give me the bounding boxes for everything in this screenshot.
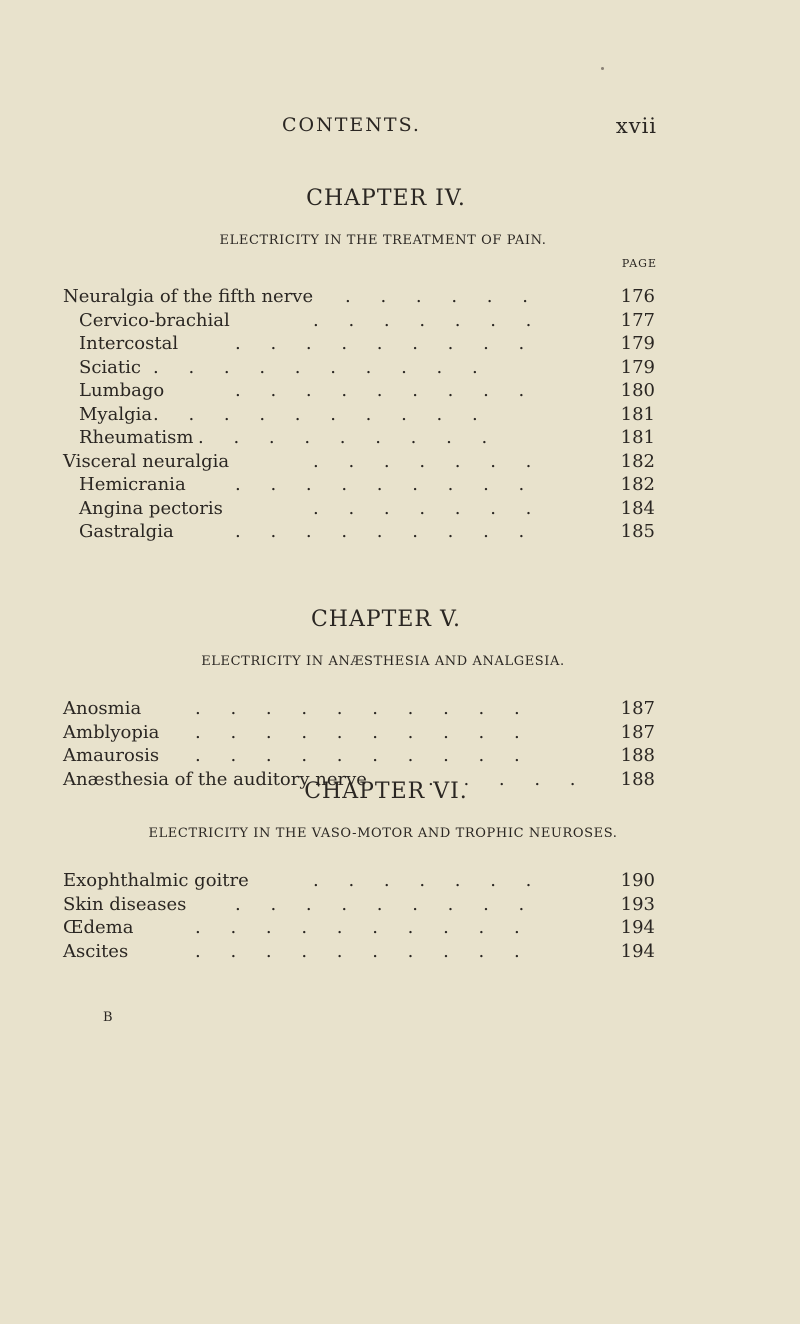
toc-entry-label: Myalgia bbox=[79, 403, 153, 425]
toc-entry[interactable] bbox=[0, 285, 800, 309]
toc-entry-page: 184 bbox=[620, 497, 655, 519]
toc-entry-label: Neuralgia of the fifth nerve bbox=[63, 286, 314, 307]
page-header bbox=[0, 114, 800, 144]
running-title: CONTENTS. bbox=[282, 114, 421, 136]
toc-entry-label: Œdema bbox=[63, 917, 134, 938]
chapter-vi bbox=[0, 779, 800, 841]
toc-entry-label: Lumbago bbox=[79, 380, 165, 401]
leader-dots: . . . . . . . . . bbox=[235, 380, 537, 401]
chapter-iv bbox=[0, 186, 800, 270]
toc-entry-page: 182 bbox=[620, 474, 655, 495]
chapter-title: CHAPTER V. bbox=[310, 607, 462, 632]
leader-dots: . . . . . . . bbox=[313, 870, 544, 891]
leader-dots: . . . . . . . . . . bbox=[153, 403, 490, 425]
leader-dots: . . . . . . . . . . bbox=[195, 698, 532, 719]
toc-entry-page: 187 bbox=[620, 698, 655, 719]
toc-entry-label: Intercostal bbox=[79, 333, 179, 354]
paper-speck bbox=[601, 67, 604, 70]
leader-dots: . . . . . . . . . . bbox=[195, 917, 532, 938]
toc-entry[interactable] bbox=[0, 497, 800, 521]
toc-entry-page: 185 bbox=[620, 521, 655, 542]
toc-entry-label: Anosmia bbox=[63, 698, 142, 719]
toc-entry-label: Cervico-brachial bbox=[79, 309, 230, 331]
toc-entry[interactable] bbox=[0, 520, 800, 544]
toc-entry-page: 182 bbox=[620, 450, 655, 472]
toc-entry-page: 177 bbox=[620, 309, 655, 331]
toc-entry[interactable] bbox=[0, 697, 800, 721]
leader-dots: . . . . . . . bbox=[313, 450, 544, 472]
toc-entry[interactable] bbox=[0, 332, 800, 356]
toc-entry-page: 188 bbox=[620, 745, 655, 766]
toc-entry-page: 180 bbox=[620, 380, 655, 401]
toc-entry-page: 179 bbox=[620, 333, 655, 354]
leader-dots: . . . . . . bbox=[345, 286, 540, 307]
chapter-title: CHAPTER VI. bbox=[304, 779, 468, 804]
leader-dots: . . . . . . . bbox=[313, 309, 544, 331]
toc-entry[interactable] bbox=[0, 426, 800, 450]
toc-entry-page: 190 bbox=[620, 870, 655, 891]
toc-entry[interactable] bbox=[0, 450, 800, 474]
chapter-v bbox=[0, 607, 800, 669]
chapter-iv-entries bbox=[0, 285, 800, 544]
leader-dots: . . . . . . . . . . bbox=[195, 940, 532, 962]
chapter-v-entries bbox=[0, 697, 800, 791]
leader-dots: . . . . . . . . . . bbox=[195, 721, 532, 743]
leader-dots: . . . . . . . . . bbox=[198, 427, 500, 448]
toc-entry[interactable] bbox=[0, 356, 800, 380]
toc-entry[interactable] bbox=[0, 403, 800, 427]
toc-entry-label: Exophthalmic goitre bbox=[63, 870, 249, 891]
toc-entry-page: 179 bbox=[620, 356, 655, 378]
leader-dots: . . . . . . . . . bbox=[235, 893, 537, 915]
toc-entry-label: Gastralgia bbox=[79, 521, 174, 542]
leader-dots: . . . . . . . . . . bbox=[153, 356, 490, 378]
leader-dots: . . . . . . . bbox=[313, 497, 544, 519]
toc-entry-label: Sciatic bbox=[79, 356, 141, 378]
chapter-subtitle: ELECTRICITY IN ANÆSTHESIA AND ANALGESIA. bbox=[201, 654, 565, 669]
toc-entry[interactable] bbox=[0, 869, 800, 893]
leader-dots: . . . . . bbox=[428, 768, 588, 790]
leader-dots: . . . . . . . . . . bbox=[195, 745, 532, 766]
toc-entry-label: Amaurosis bbox=[63, 745, 160, 766]
chapter-title: CHAPTER IV. bbox=[306, 186, 466, 211]
chapter-vi-entries bbox=[0, 869, 800, 963]
toc-entry-page: 187 bbox=[620, 721, 655, 743]
toc-entry-label: Anæsthesia of the auditory nerve bbox=[63, 768, 367, 790]
toc-entry-page: 181 bbox=[620, 403, 655, 425]
toc-entry[interactable] bbox=[0, 744, 800, 768]
signature-mark: B bbox=[103, 1010, 113, 1025]
page-column-label: PAGE bbox=[621, 257, 657, 270]
toc-entry[interactable] bbox=[0, 309, 800, 333]
toc-entry-label: Hemicrania bbox=[79, 474, 186, 495]
leader-dots: . . . . . . . . . bbox=[235, 521, 537, 542]
toc-entry[interactable] bbox=[0, 893, 800, 917]
toc-entry[interactable] bbox=[0, 916, 800, 940]
page-number: xvii bbox=[615, 114, 657, 138]
toc-entry-label: Angina pectoris bbox=[79, 497, 223, 519]
toc-entry-page: 194 bbox=[620, 917, 655, 938]
leader-dots: . . . . . . . . . bbox=[235, 333, 537, 354]
toc-entry-label: Amblyopia bbox=[63, 721, 160, 743]
toc-entry[interactable] bbox=[0, 940, 800, 964]
leader-dots: . . . . . . . . . bbox=[235, 474, 537, 495]
chapter-subtitle: ELECTRICITY IN THE TREATMENT OF PAIN. bbox=[219, 233, 547, 248]
toc-entry-page: 181 bbox=[620, 427, 655, 448]
toc-entry-label: Visceral neuralgia bbox=[63, 450, 230, 472]
toc-entry-page: 188 bbox=[620, 768, 655, 790]
toc-entry[interactable] bbox=[0, 473, 800, 497]
toc-entry[interactable] bbox=[0, 379, 800, 403]
toc-entry-label: Skin diseases bbox=[63, 893, 187, 915]
toc-entry[interactable] bbox=[0, 721, 800, 745]
toc-entry-label: Ascites bbox=[63, 940, 129, 962]
toc-entry-page: 176 bbox=[620, 286, 655, 307]
toc-entry-page: 194 bbox=[620, 940, 655, 962]
toc-entry-label: Rheumatism bbox=[79, 427, 194, 448]
chapter-subtitle: ELECTRICITY IN THE VASO-MOTOR AND TROPHIC NEUROSES. bbox=[148, 826, 618, 841]
toc-entry-page: 193 bbox=[620, 893, 655, 915]
